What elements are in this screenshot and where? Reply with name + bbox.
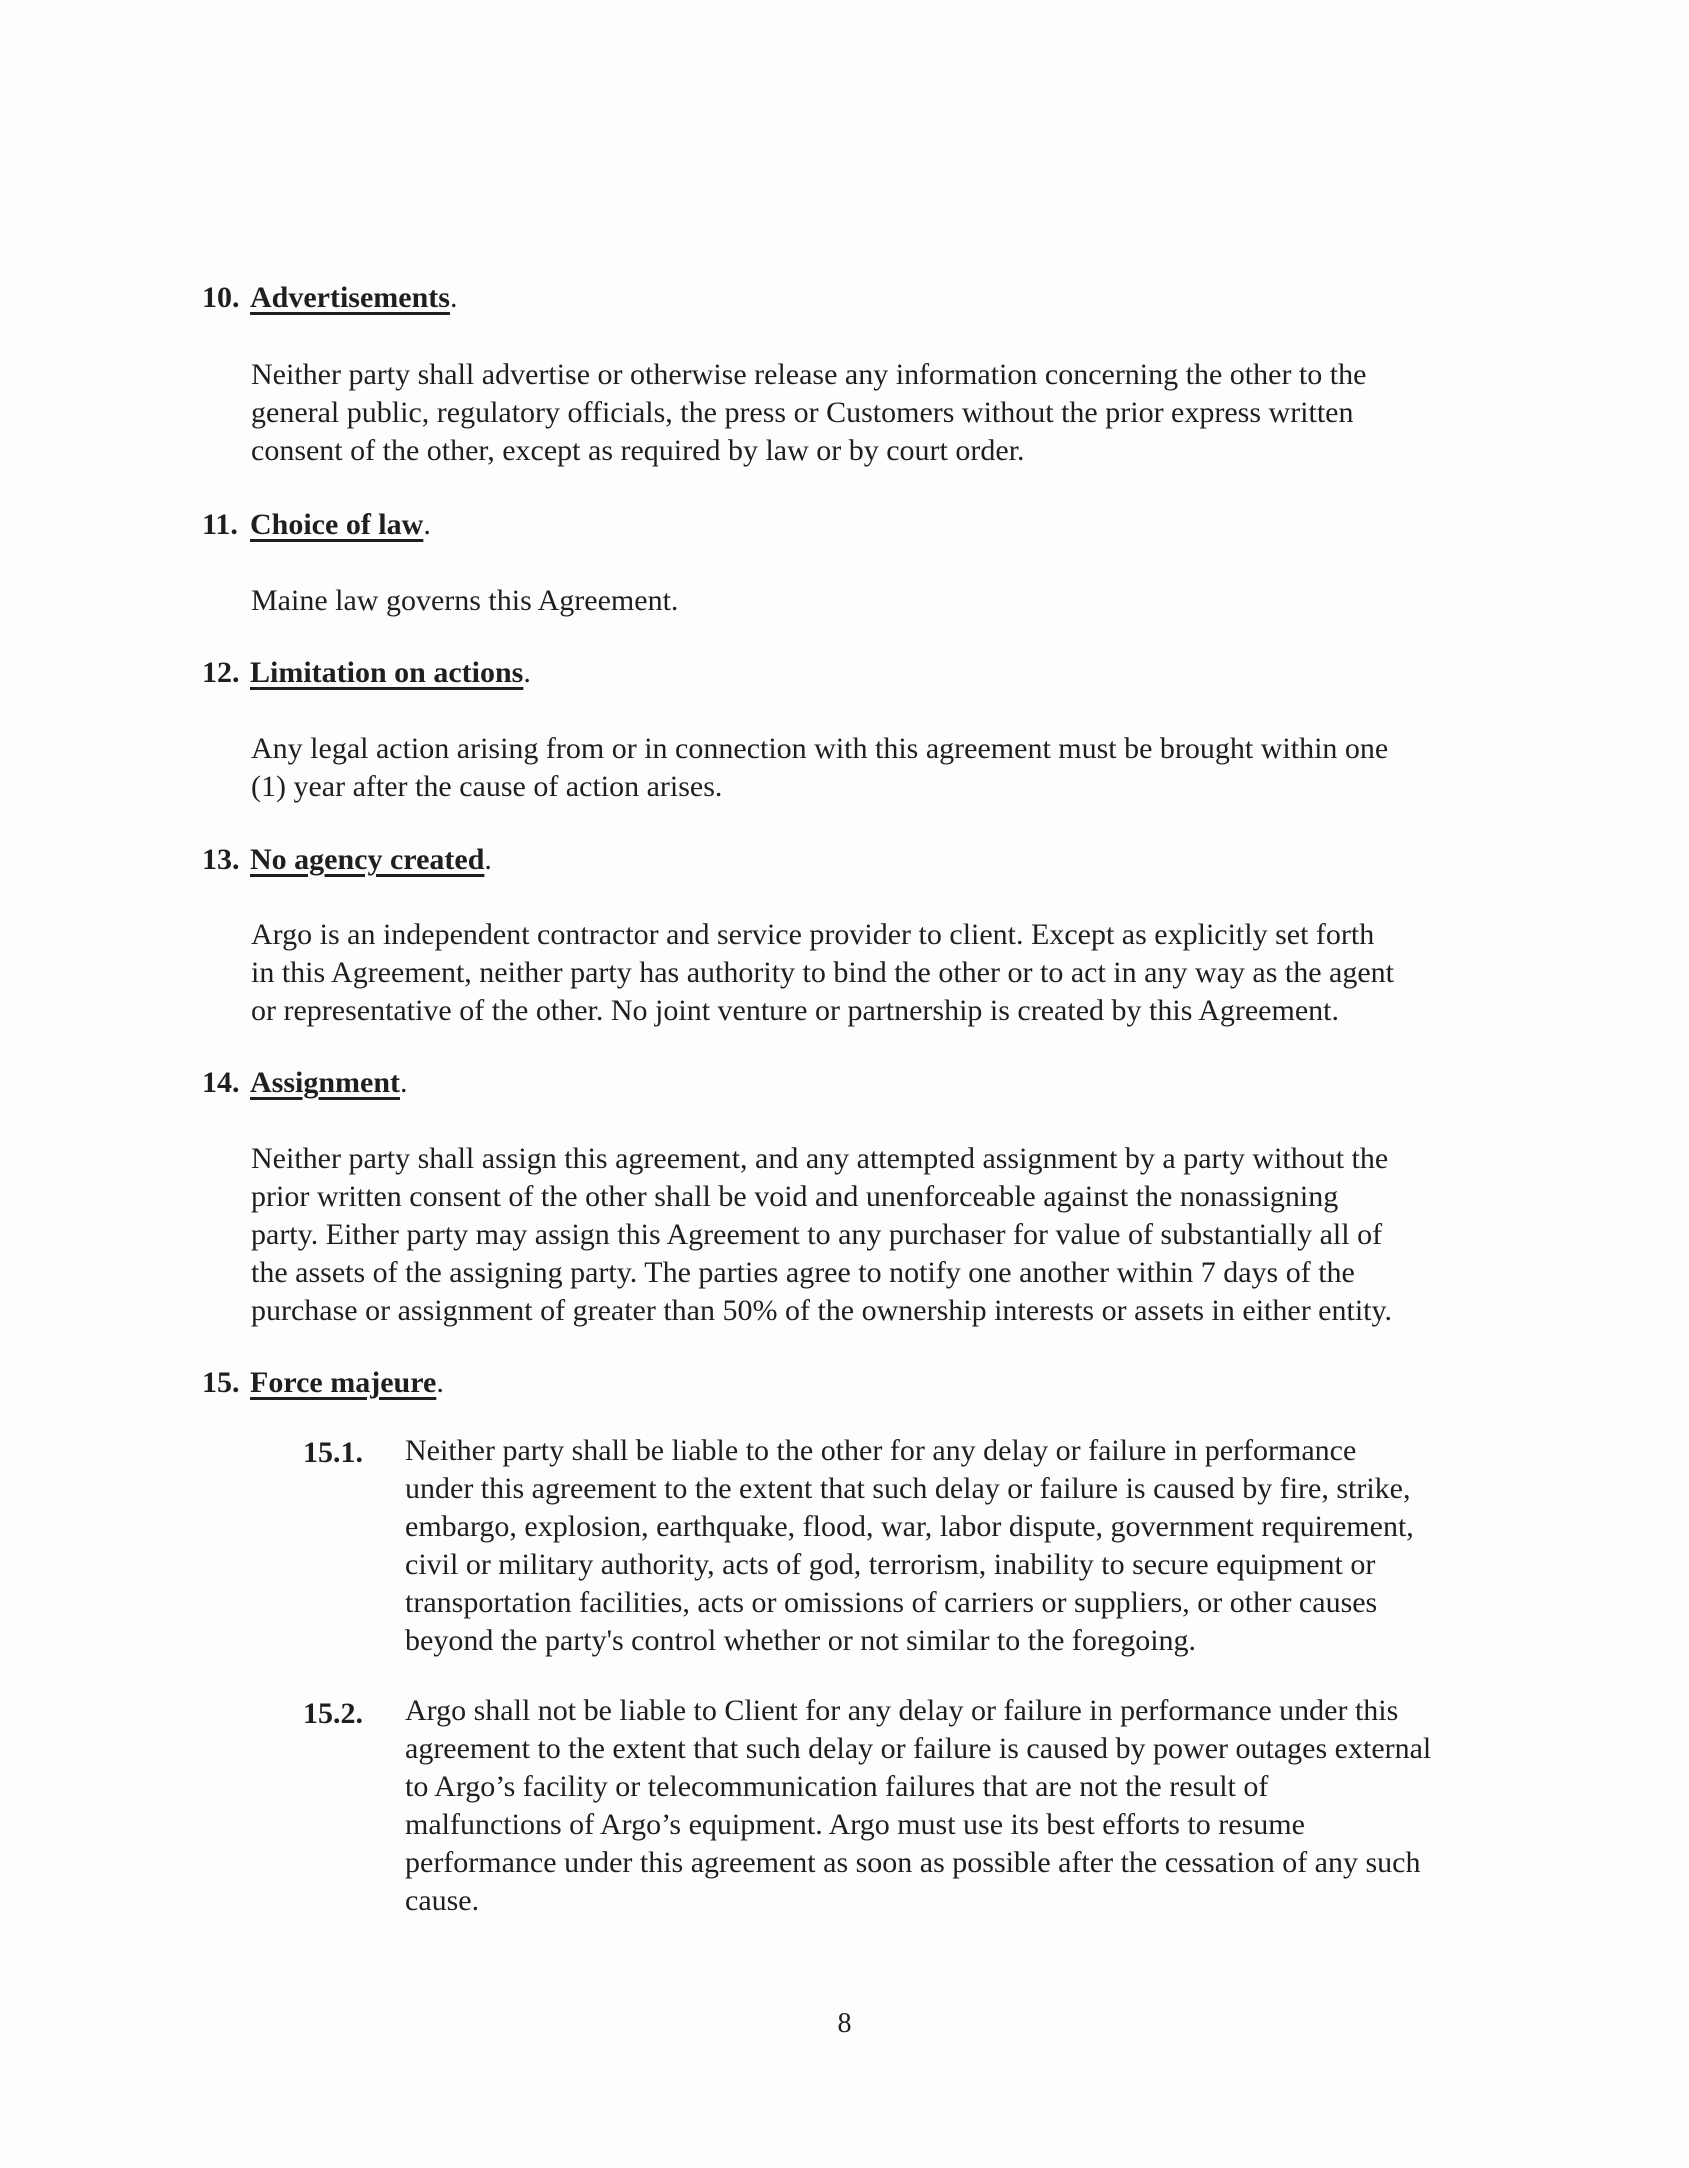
text-line: the assets of the assigning party. The parties agree to notify one another within 7 days of the <box>251 1256 1355 1289</box>
text-line: to Argo’s facility or telecommunication failures that are not the result of <box>405 1770 1269 1803</box>
section-number: 11. <box>202 508 238 541</box>
text-line: malfunctions of Argo’s equipment. Argo must use its best efforts to resume <box>405 1808 1305 1841</box>
section-15-heading: 15. Force majeure. <box>202 1366 444 1399</box>
text-line: civil or military authority, acts of god, terrorism, inability to secure equipment or <box>405 1548 1376 1581</box>
text-line: agreement to the extent that such delay or failure is caused by power outages external <box>405 1732 1432 1765</box>
section-title: Assignment <box>250 1066 401 1099</box>
text-line: Argo is an independent contractor and service provider to client. Except as explicitly set forth <box>251 918 1375 951</box>
subsection-15-2-body <box>405 1692 1515 1920</box>
text-line: embargo, explosion, earthquake, flood, war, labor dispute, government requirement, <box>405 1510 1414 1543</box>
text-line: Any legal action arising from or in connection with this agreement must be brought within one <box>251 732 1389 765</box>
text-line: Neither party shall be liable to the other for any delay or failure in performance <box>405 1434 1357 1467</box>
section-11-body <box>251 582 1511 620</box>
section-title: No agency created <box>250 843 485 876</box>
text-line: or representative of the other. No joint venture or partnership is created by this Agreement. <box>251 994 1339 1027</box>
text-line: Argo shall not be liable to Client for any delay or failure in performance under this <box>405 1694 1399 1727</box>
section-10-body <box>251 356 1511 470</box>
text-line: beyond the party's control whether or not similar to the foregoing. <box>405 1624 1197 1657</box>
text-line: transportation facilities, acts or omissions of carriers or suppliers, or other causes <box>405 1586 1378 1619</box>
text-line: Neither party shall advertise or otherwise release any information concerning the other to the <box>251 358 1367 391</box>
section-14-body <box>251 1140 1511 1330</box>
section-13-body <box>251 916 1511 1030</box>
text-line: Neither party shall assign this agreement, and any attempted assignment by a party without the <box>251 1142 1389 1175</box>
text-line: party. Either party may assign this Agreement to any purchaser for value of substantially all of <box>251 1218 1383 1251</box>
subsection-15-1-body <box>405 1432 1515 1660</box>
section-number: 10. <box>202 281 240 314</box>
text-line: (1) year after the cause of action arises. <box>251 770 723 803</box>
page-number: 8 <box>837 2008 852 2039</box>
section-title: Force majeure <box>250 1366 437 1399</box>
section-title: Choice of law <box>250 508 424 541</box>
subsection-15-1-number: 15.1. <box>303 1436 363 1469</box>
section-title: Advertisements <box>250 281 450 314</box>
text-line: consent of the other, except as required by law or by court order. <box>251 434 1025 467</box>
text-line: cause. <box>405 1884 480 1917</box>
section-number: 13. <box>202 843 240 876</box>
section-number: 15. <box>202 1366 240 1399</box>
text-line: under this agreement to the extent that such delay or failure is caused by fire, strike, <box>405 1472 1411 1505</box>
text-line: purchase or assignment of greater than 50% of the ownership interests or assets in either entity. <box>251 1294 1393 1327</box>
text-line: prior written consent of the other shall be void and unenforceable against the nonassigning <box>251 1180 1339 1213</box>
section-14-heading: 14. Assignment. <box>202 1066 408 1099</box>
text-line: Maine law governs this Agreement. <box>251 584 679 617</box>
section-10-heading: 10. Advertisements. <box>202 281 458 314</box>
section-title: Limitation on actions <box>250 656 524 689</box>
subsection-15-2-number: 15.2. <box>303 1697 363 1730</box>
text-line: performance under this agreement as soon as possible after the cessation of any such <box>405 1846 1421 1879</box>
section-number: 12. <box>202 656 240 689</box>
section-11-heading: 11. Choice of law. <box>202 508 431 541</box>
section-number: 14. <box>202 1066 240 1099</box>
section-13-heading: 13. No agency created. <box>202 843 492 876</box>
text-line: in this Agreement, neither party has authority to bind the other or to act in any way as the agent <box>251 956 1395 989</box>
section-12-heading: 12. Limitation on actions. <box>202 656 531 689</box>
text-line: general public, regulatory officials, the press or Customers without the prior express written <box>251 396 1354 429</box>
section-12-body <box>251 730 1511 806</box>
